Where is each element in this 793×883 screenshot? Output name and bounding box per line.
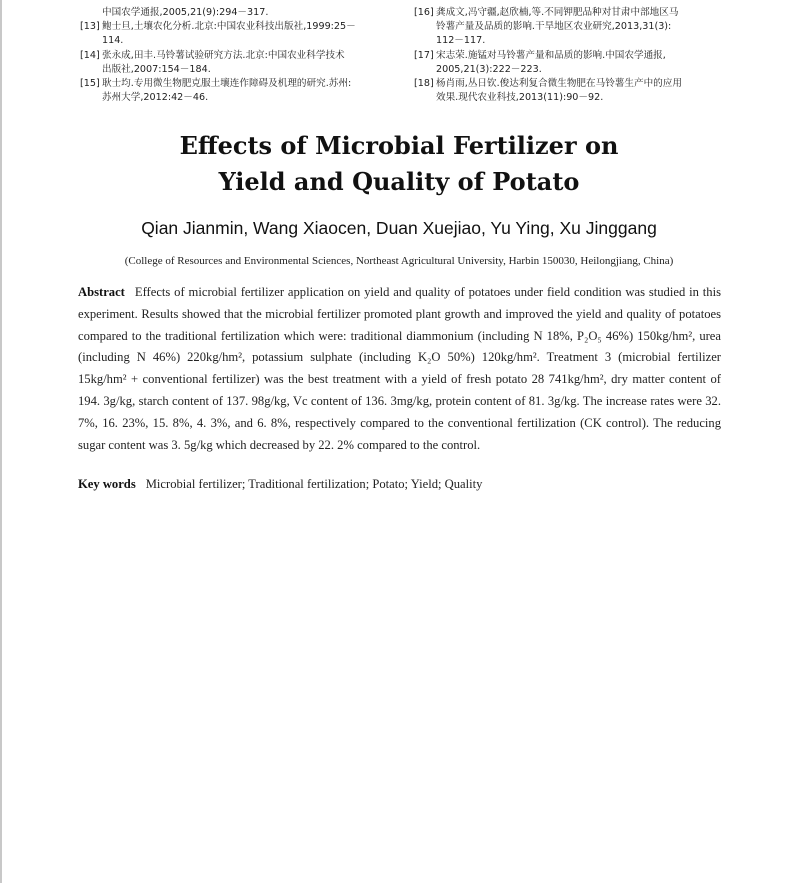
reference-line: [13] 鲍士旦,土壤农化分析.北京:中国农业科技出版社,1999:25－ bbox=[80, 21, 356, 33]
reference-line: 114. bbox=[102, 35, 124, 47]
reference-line: 效果.现代农业科技,2013(11):90－92. bbox=[436, 92, 604, 104]
reference-line: [17] 宋志荣.施锰对马铃薯产量和品质的影响.中国农学通报, bbox=[414, 49, 666, 61]
author-list: Qian Jianmin, Wang Xiaocen, Duan Xuejiao, Yu Ying, Xu Jinggang bbox=[141, 218, 657, 238]
reference-line: 苏州大学,2012:42－46. bbox=[102, 92, 209, 104]
reference-line: [14] 张永成,田丰.马铃薯试验研究方法.北京:中国农业科学技术 bbox=[80, 49, 345, 61]
reference-line: 112－117. bbox=[436, 35, 486, 47]
title-line-2: Yield and Quality of Potato bbox=[218, 167, 580, 196]
keywords-text: Microbial fertilizer; Traditional fertilization; Potato; Yield; Quality bbox=[145, 477, 483, 491]
reference-line: 铃薯产量及品质的影响.干旱地区农业研究,2013,31(3): bbox=[436, 21, 672, 33]
reference-line: 出版社,2007:154－184. bbox=[102, 63, 211, 75]
abstract-label: Abstract bbox=[78, 285, 125, 299]
title-line-1: Effects of Microbial Fertilizer on bbox=[179, 131, 619, 160]
paper-title bbox=[0, 128, 793, 200]
reference-line: [15] 耿士均.专用微生物肥克服土壤连作障碍及机理的研究.苏州: bbox=[80, 78, 352, 90]
abstract-text: Effects of microbial fertilizer application on yield and quality of potatoes under field condition was studied in this experiment. Results showed that the microbial fertilizer promoted plant growth and improved the yield and quality of potatoes compared to the traditional fertilization which were: traditional diammonium (including N 18%, P₂O₅ 46%) 150kg/hm², urea (including N 46%) 220kg/hm², potassium sulphate (including K₂O 50%) 120kg/hm². Treatment 3 (microbial fertilizer 15kg/hm² + conventional fertilizer) was the best treatment with a yield of fresh potato 28 741kg/hm², dry matter content of 194. 3g/kg, starch content of 137. 98g/kg, Vc content of 136. 3mg/kg, protein content of 81. 3g/kg. The increase rates were 32. 7%, 16. 23%, 15. 8%, 4. 3%, and 6. 8%, respectively compared to the conventional fertilization (CK control). The reducing sugar content was 3. 5g/kg which decreased by 22. 2% compared to the control. bbox=[78, 285, 721, 452]
reference-line: 2005,21(3):222－223. bbox=[436, 63, 542, 75]
reference-line: [16] 龚成文,冯守疆,赵欣楠,等.不同钾肥品种对甘肃中部地区马 bbox=[414, 7, 679, 18]
references-right-column bbox=[414, 6, 722, 105]
affiliation: (College of Resources and Environmental Sciences, Northeast Agricultural University, Harbin 150030, Heilongjiang, China) bbox=[124, 255, 674, 267]
keywords bbox=[78, 477, 721, 492]
references-left-column bbox=[80, 6, 395, 105]
reference-line: 中国农学通报,2005,21(9):294－317. bbox=[102, 7, 269, 18]
abstract bbox=[78, 282, 721, 456]
keywords-label: Key words bbox=[78, 477, 136, 491]
reference-line: [18] 杨肖雨,丛日钦.俊达利复合微生物肥在马铃薯生产中的应用 bbox=[414, 78, 682, 90]
